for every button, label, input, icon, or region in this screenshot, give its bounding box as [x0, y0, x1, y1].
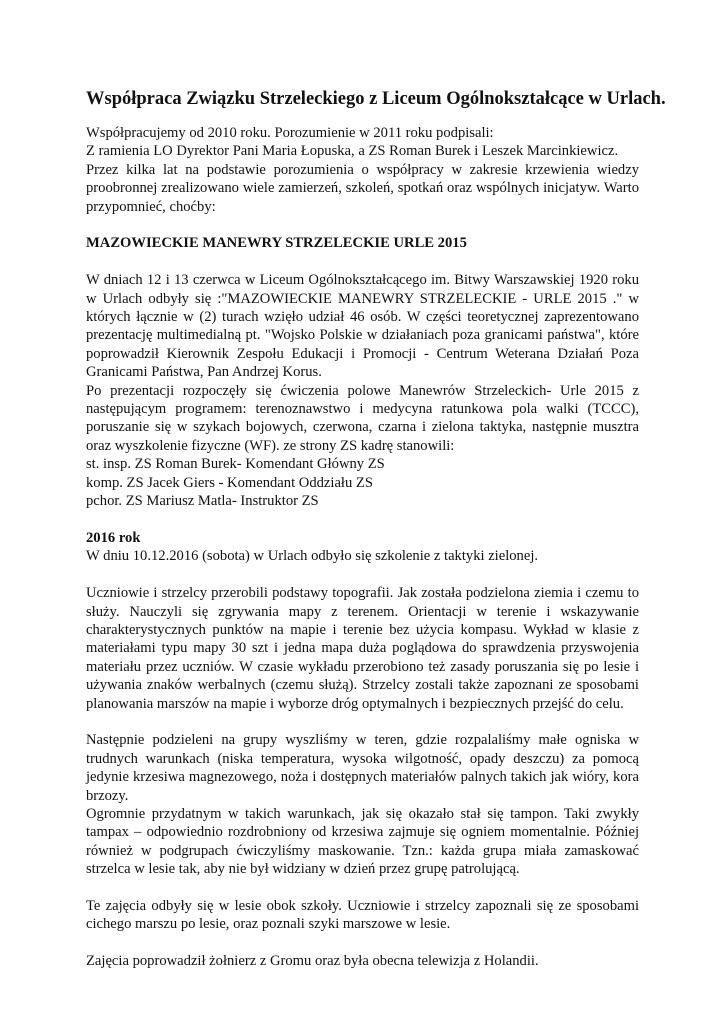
spacer [86, 713, 639, 731]
spacer [86, 879, 639, 897]
topography-paragraph: Uczniowie i strzelcy przerobili podstawy topografii. Jak została podzielona ziemia i czemu to służy. Nauczyli się zgrywania mapy z terenem. Orientacji w terenie i wskazywanie charakterystycznych punktów na mapie i terenie bez użycia kompasu. Wykład w klasie z materiałami typu mapy 30 szt i jedna mapa duża poglądowa do sprawdzenia przyswojenia materiału przez uczniów. W czasie wykładu przerobiono też zasady poruszania się po lesie i używania znaków werbalnych (czemu służą). Strzelcy zostali także zapoznani ze sposobami planowania marszów na mapie i wyborze dróg optymalnych i bezpiecznych przejść do celu. [86, 585, 639, 712]
document-body [86, 124, 639, 971]
section-heading-2016: 2016 rok [86, 529, 141, 546]
spacer [86, 216, 639, 234]
fire-paragraph: Następnie podzieleni na grupy wyszliśmy w teren, gdzie rozpalaliśmy małe ogniska w trudnych warunkach (niska temperatura, wysoka wilgotność, opady deszczu) za pomocą jedynie krzesiwa magnezowego, noża i dostępnych materiałów palnych takich jak wióry, kora brzozy. [86, 732, 639, 804]
section-heading-manewry: MAZOWIECKIE MANEWRY STRZELECKIE URLE 2015 [86, 235, 467, 252]
staff-list [86, 455, 639, 510]
spacer [86, 934, 639, 952]
intro-section [86, 124, 639, 161]
intro-line: Z ramienia LO Dyrektor Pani Maria Łopuska, a ZS Roman Burek i Leszek Marcinkiewicz. [86, 143, 619, 160]
manewry-paragraph-2: Po prezentacji rozpoczęły się ćwiczenia polowe Manewrów Strzeleckich- Urle 2015 z następującym programem: terenoznawstwo i medycyna ratunkowa pola walki (TCCC), poruszanie się w szykach bojowych, czerwona, czarna i zielona taktyka, następnie musztra oraz wyszkolenie fizyczne (WF). ze strony ZS kadrę stanowili: [86, 382, 639, 454]
document-title: Współpraca Związku Strzeleckiego z Liceum Ogólnokształcące w Urlach. [86, 89, 666, 109]
date-line: W dniu 10.12.2016 (sobota) w Urlach odbyło się szkolenie z taktyki zielonej. [86, 548, 539, 565]
closing-paragraph: Zajęcia poprowadził żołnierz z Gromu oraz była obecna telewizja z Holandii. [86, 953, 539, 970]
staff-entry: st. insp. ZS Roman Burek- Komendant Główny ZS [86, 456, 385, 473]
staff-entry: komp. ZS Jacek Giers - Komendant Oddziału ZS [86, 474, 373, 491]
intro-paragraph: Przez kilka lat na podstawie porozumienia o współpracy w zakresie krzewienia wiedzy proobronnej zrealizowano wiele zamierzeń, szkoleń, spotkań oraz wspólnych inicjatyw. Warto przypomnieć, choćby: [86, 161, 639, 215]
intro-line: Współpracujemy od 2010 roku. Porozumienie w 2011 roku podpisali: [86, 125, 494, 141]
spacer [86, 253, 639, 271]
spacer [86, 566, 639, 584]
staff-entry: pchor. ZS Mariusz Matla- Instruktor ZS [86, 493, 319, 510]
tampon-paragraph: Ogromnie przydatnym w takich warunkach, jak się okazało stał się tampon. Taki zwykły tampax – odpowiednio rozdrobniony od krzesiwa zajmuje się ogniem momentalnie. Później również w podgrupach ćwiczyliśmy maskowanie. Tzn.: każda grupa miała zamaskować strzelca w lesie tak, aby nie był widziany w dzień przez grupę patrolującą. [86, 805, 639, 878]
spacer [86, 511, 639, 529]
forest-paragraph: Te zajęcia odbyły się w lesie obok szkoły. Uczniowie i strzelcy zapoznali się ze sposobami cichego marszu po lesie, oraz poznali szyki marszowe w lesie. [86, 897, 639, 933]
manewry-paragraph-1: W dniach 12 i 13 czerwca w Liceum Ogólnokształcącego im. Bitwy Warszawskiej 1920 roku w Urlach odbyły się :"MAZOWIECKIE MANEWRY STRZELECKIE - URLE 2015 ." w których łącznie w (2) turach wzięło udział 46 osób. W części teoretycznej zaprezentowano prezentację multimedialną pt. "Wojsko Polskie w działaniach poza granicami państwa", które poprowadził Kierownik Zespołu Edukacji i Promocji - Centrum Weterana Działań Poza Granicami Państwa, Pan Andrzej Korus. [86, 272, 639, 381]
